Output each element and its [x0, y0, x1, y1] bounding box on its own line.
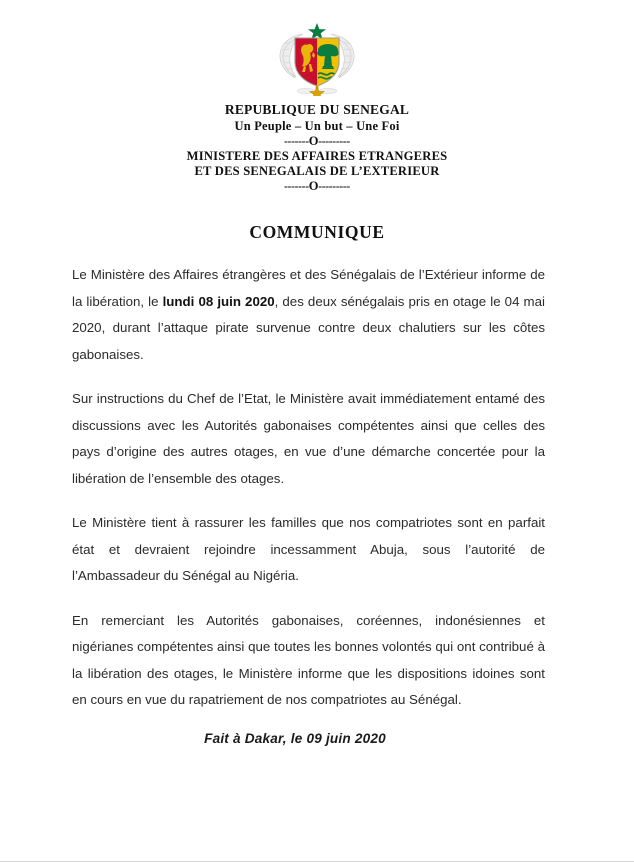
separator-ornament-bottom — [0, 179, 634, 194]
national-motto: Un Peuple – Un but – Une Foi — [234, 119, 400, 133]
separator-left-dashes: ------- — [284, 136, 309, 148]
separator-left-dashes-2: ------- — [284, 181, 309, 193]
paragraph-1-text-after: , des deux sénégalais pris en otage le 04 mai 2020, durant l’attaque pirate survenue contre deux chalutiers sur les côtes gabonaises. — [72, 293, 545, 362]
page-title: COMMUNIQUE — [249, 222, 385, 242]
paragraph-3: Le Ministère tient à rassurer les familles que nos compatriotes sont en parfait état et devraient rejoindre incessamment Abuja, sous l’autorité de l’Ambassadeur du Sénégal au Nigéria. — [72, 515, 545, 583]
letterhead — [0, 102, 634, 194]
separator-center-o: O — [308, 134, 319, 148]
paragraph-1-text-before: Le Ministère des Affaires étrangères et des Sénégalais de l’Extérieur informe de la libération, le — [72, 267, 545, 309]
separator-right-dashes: --------- — [318, 136, 350, 148]
senegal-coat-of-arms-icon — [273, 22, 361, 96]
document-body — [72, 262, 545, 714]
emblem-container — [0, 0, 634, 96]
dateline-text: Fait à Dakar, le 09 juin 2020 — [204, 731, 386, 746]
separator-center-o-2: O — [308, 179, 319, 193]
paragraph-4: En remerciant les Autorités gabonaises, coréennes, indonésiennes et nigérianes compétentes ainsi que toutes les bonnes volontés qui ont contribué à la libération des otages, le Ministère informe que les dispositions idoines sont en cours en vue du rapatriement de nos compatriotes au Sénégal. — [72, 612, 545, 707]
paragraph-2: Sur instructions du Chef de l’Etat, le Ministère avait immédiatement entamé des discussions avec les Autorités gabonaises compétentes ainsi que celles des pays d’origine des autres otages, en vue d’une démarche concertée pour la libération de l’ensemble des otages. — [72, 391, 545, 486]
paragraph-1 — [72, 262, 545, 368]
ministry-line-2: ET DES SENEGALAIS DE L’EXTERIEUR — [194, 164, 440, 178]
release-date-highlight: lundi 08 juin 2020 — [162, 293, 275, 309]
separator-right-dashes-2: --------- — [318, 181, 350, 193]
republic-name: REPUBLIQUE DU SENEGAL — [224, 102, 410, 117]
separator-ornament-top — [0, 134, 634, 149]
ministry-line-1: MINISTERE DES AFFAIRES ETRANGERES — [186, 149, 448, 163]
dateline — [0, 730, 634, 748]
